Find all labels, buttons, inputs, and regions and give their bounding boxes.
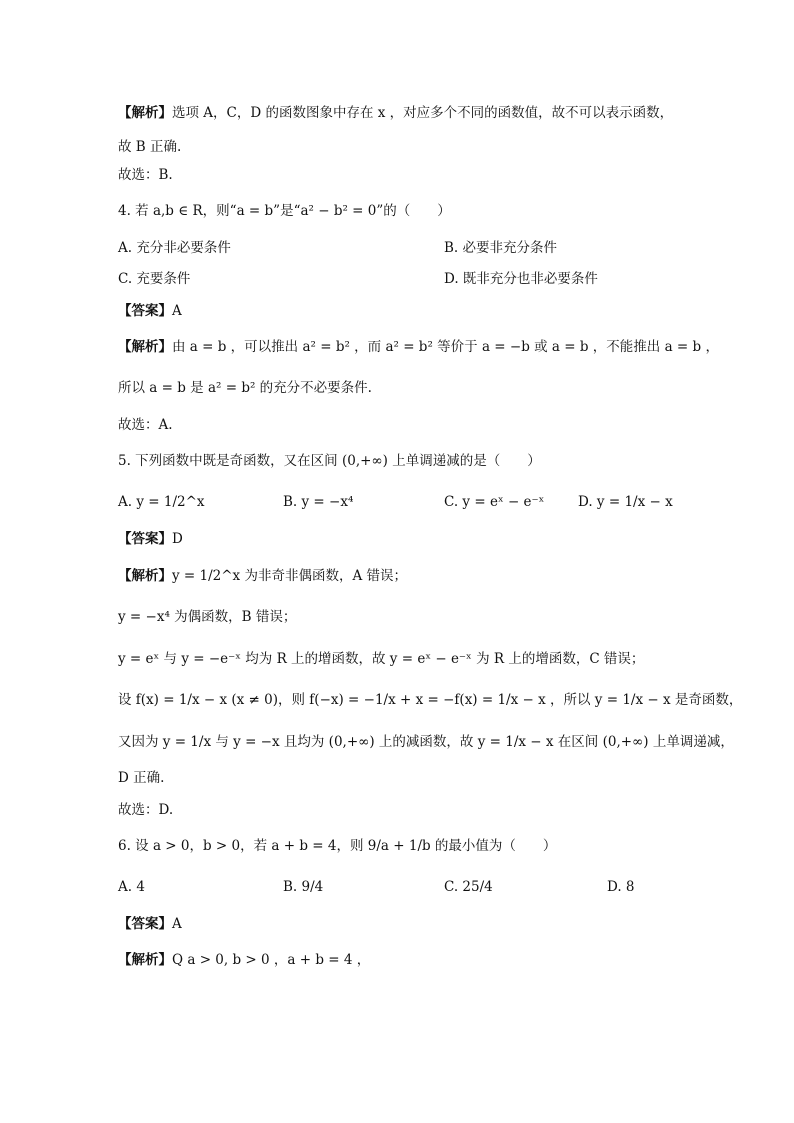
q6-stem: 6. 设 a > 0，b > 0，若 a + b = 4，则 9/a + 1/b 的最小值为（ ）	[118, 838, 557, 854]
q6-answer: A	[172, 916, 182, 932]
q3-explain-1: 选项 A，C，D 的函数图象中存在 x ，对应多个不同的函数值，故不可以表示函数，	[172, 105, 674, 121]
q5-answer: D	[172, 531, 183, 547]
daan-tag: 【答案】	[118, 916, 172, 932]
q3-explain-line-1	[118, 103, 673, 123]
q3-choose: 故选：B.	[118, 167, 173, 183]
q4-explain-1: 由 a = b ，可以推出 a² = b² ，而 a² = b² 等价于 a = −b 或 a = b ，不能推出 a = b ，	[172, 339, 719, 355]
q5-stem: 5. 下列函数中既是奇函数，又在区间 (0,+∞) 上单调递减的是（ ）	[118, 453, 541, 469]
q4-stem: 4. 若 a,b ∈ R，则“a = b”是“a² − b² = 0”的（ ）	[118, 203, 451, 219]
q4-option-d: D. 既非充分也非必要条件	[444, 271, 598, 287]
jiexi-tag: 【解析】	[118, 568, 172, 584]
q6-explain-line-1	[118, 950, 370, 970]
jiexi-tag: 【解析】	[118, 952, 172, 968]
daan-tag: 【答案】	[118, 531, 172, 547]
q5-option-a: A. y = 1/2^x	[118, 494, 205, 510]
jiexi-tag: 【解析】	[118, 339, 172, 355]
jiexi-tag: 【解析】	[118, 105, 172, 121]
q4-explain-line-1	[118, 337, 719, 357]
q5-explain-line-1	[118, 566, 407, 586]
q5-explain-line-2: y = −x⁴ 为偶函数，B 错误；	[118, 609, 297, 625]
q5-option-b: B. y = −x⁴	[283, 494, 354, 510]
q6-option-a: A. 4	[118, 879, 145, 895]
q6-answer-line	[118, 914, 182, 934]
q4-answer: A	[172, 303, 182, 319]
q5-option-c: C. y = eˣ − e⁻ˣ	[444, 494, 545, 510]
q5-answer-line	[118, 529, 183, 549]
q4-option-b: B. 必要非充分条件	[444, 240, 558, 256]
q5-choose: 故选：D.	[118, 802, 174, 818]
q6-option-c: C. 25/4	[444, 879, 493, 895]
q6-explain-1: Q a > 0, b > 0 ，a + b = 4 ，	[172, 952, 371, 968]
q5-explain-line-5: 又因为 y = 1/x 与 y = −x 且均为 (0,+∞) 上的减函数，故 y = 1/x − x 在区间 (0,+∞) 上单调递减，	[118, 734, 734, 750]
q4-option-c: C. 充要条件	[118, 271, 191, 287]
q4-explain-line-2: 所以 a = b 是 a² = b² 的充分不必要条件.	[118, 380, 372, 396]
q4-choose: 故选：A.	[118, 417, 173, 433]
daan-tag: 【答案】	[118, 303, 172, 319]
q6-option-b: B. 9/4	[283, 879, 324, 895]
q5-explain-line-6: D 正确.	[118, 770, 165, 786]
q5-explain-line-4: 设 f(x) = 1/x − x (x ≠ 0)，则 f(−x) = −1/x + x = −f(x) = 1/x − x ，所以 y = 1/x − x 是奇函数，	[118, 692, 743, 708]
q5-explain-line-3: y = eˣ 与 y = −e⁻ˣ 均为 R 上的增函数，故 y = eˣ − e⁻ˣ 为 R 上的增函数，C 错误；	[118, 651, 645, 667]
q5-explain-1: y = 1/2^x 为非奇非偶函数，A 错误；	[172, 568, 408, 584]
q4-option-a: A. 充分非必要条件	[118, 240, 231, 256]
q3-explain-line-2: 故 B 正确.	[118, 139, 182, 155]
q6-option-d: D. 8	[607, 879, 635, 895]
q4-answer-line	[118, 301, 182, 321]
q5-option-d: D. y = 1/x − x	[578, 494, 673, 510]
